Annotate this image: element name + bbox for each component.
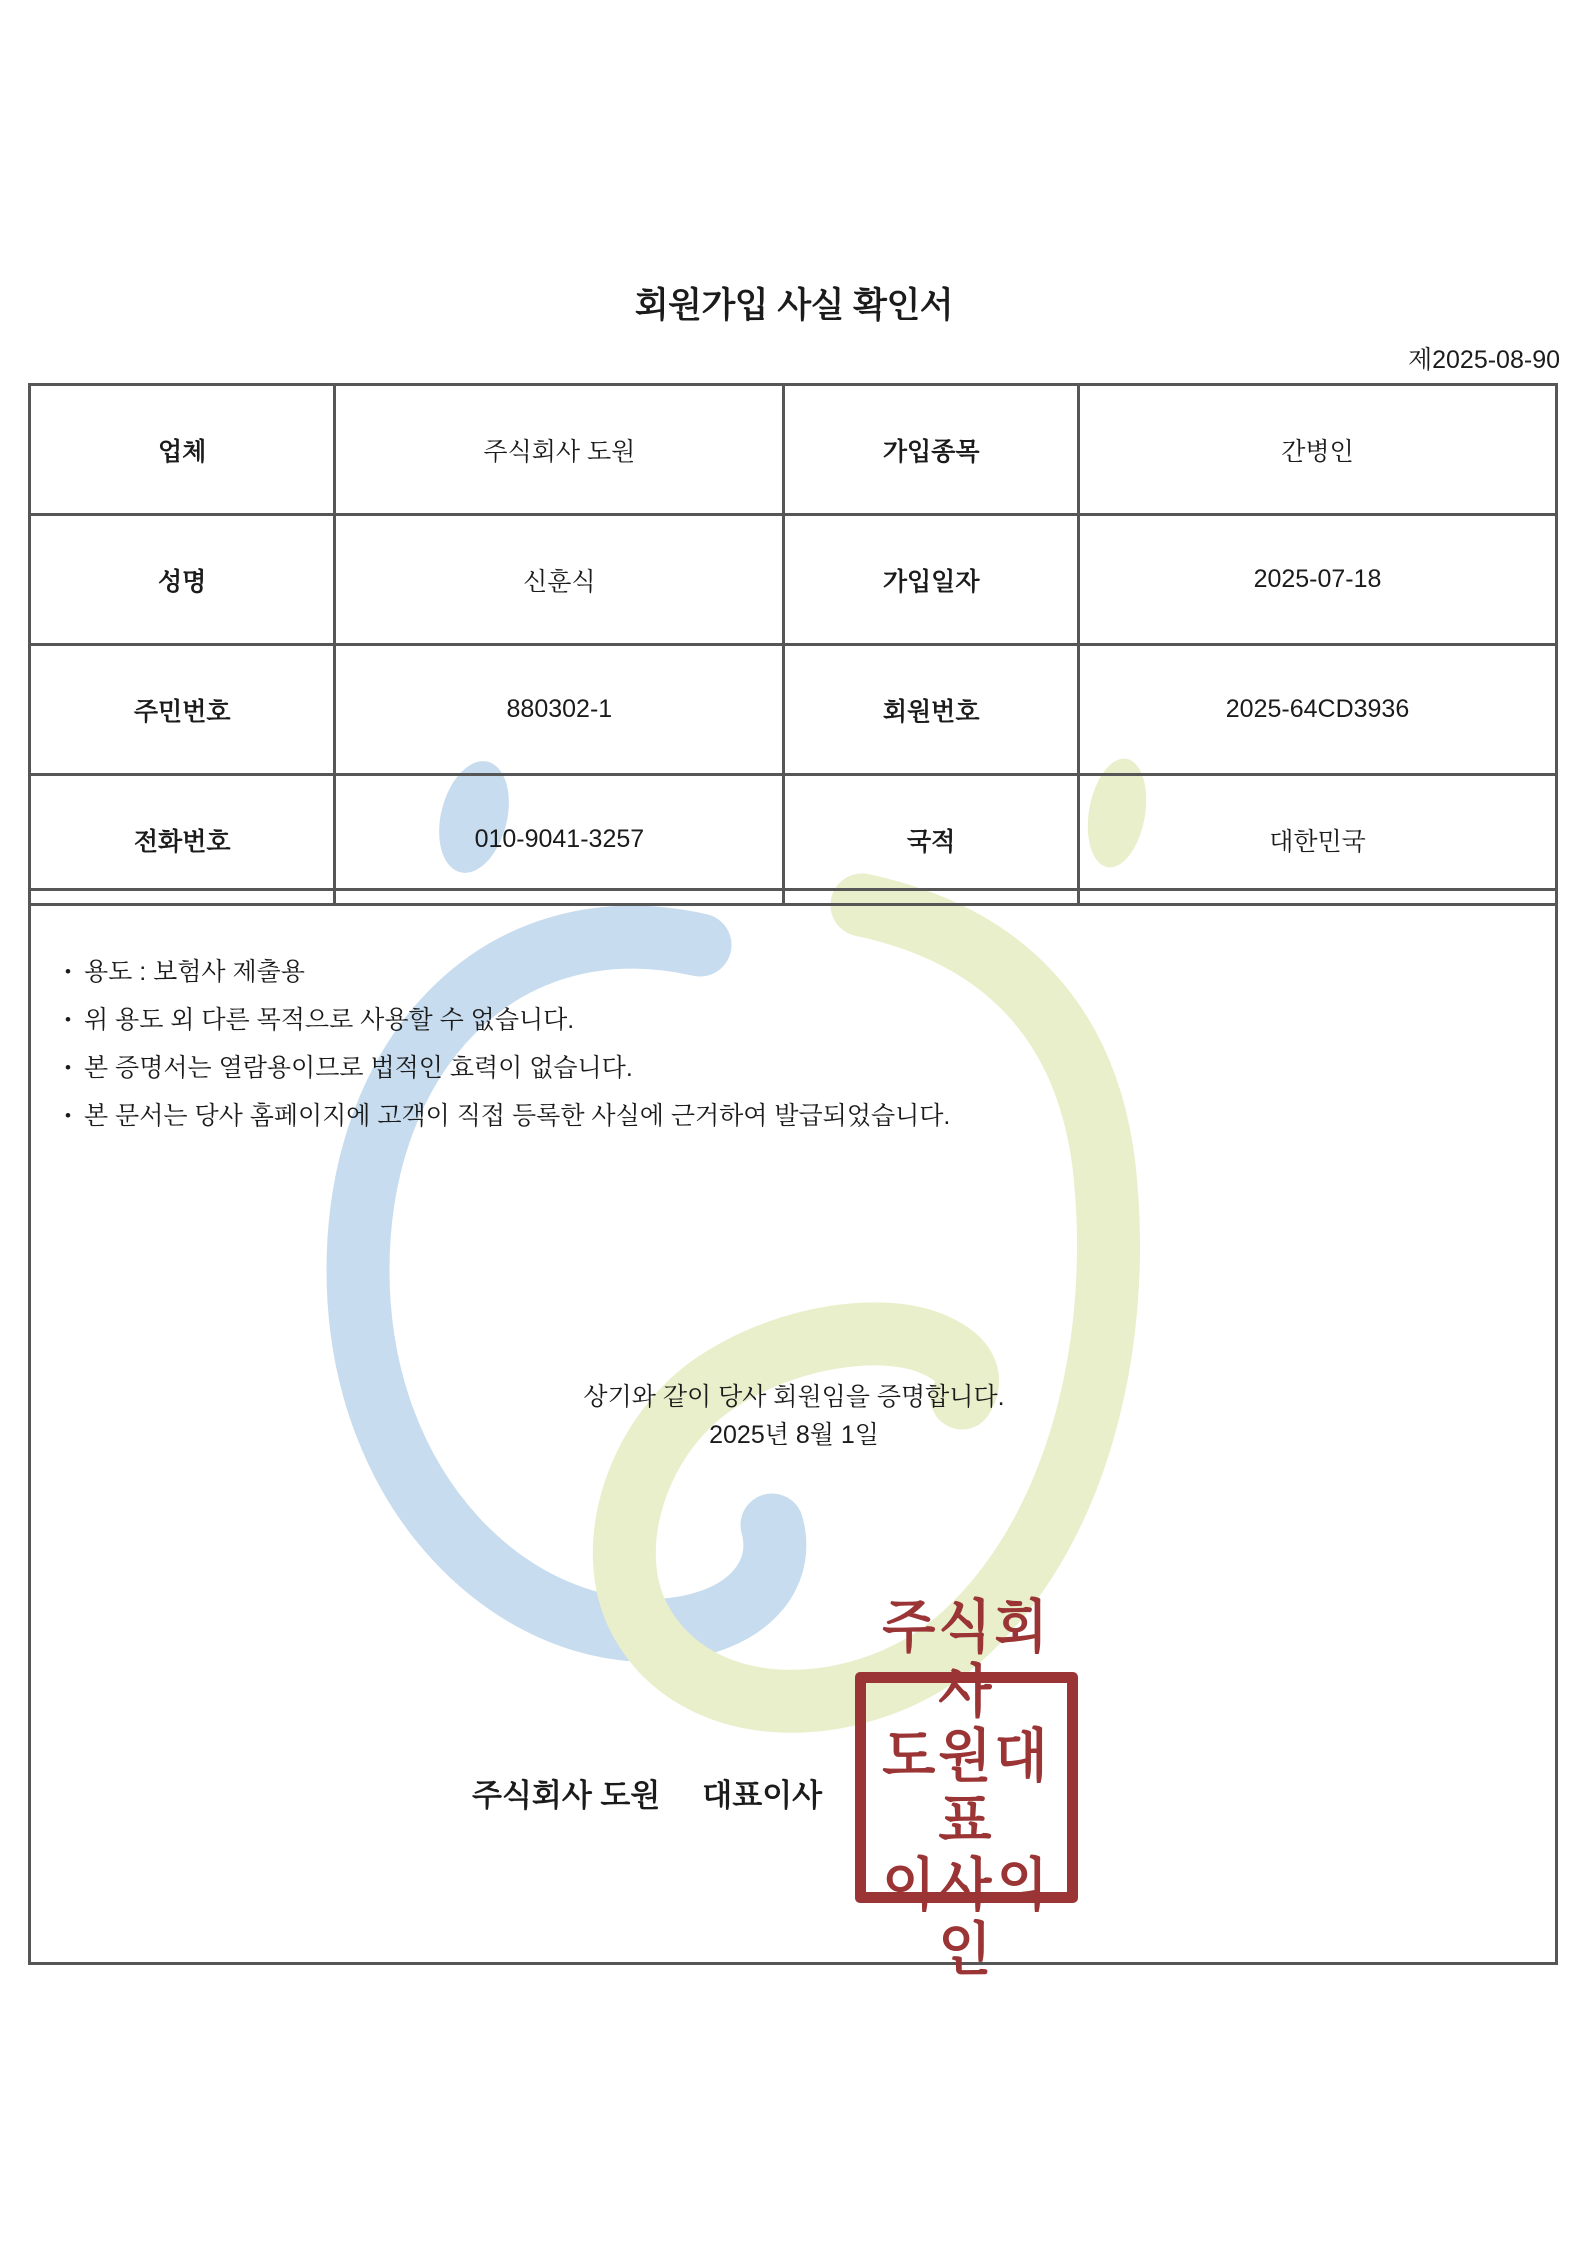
cell-joindate-value: 2025-07-18 bbox=[1079, 515, 1557, 645]
corporate-seal-stamp bbox=[855, 1594, 1078, 1981]
seal-line: 이사의인 bbox=[882, 1851, 1051, 1981]
member-info-table bbox=[28, 383, 1558, 906]
cell-company-value: 주식회사 도원 bbox=[335, 385, 784, 515]
cell-memberno-value: 2025-64CD3936 bbox=[1079, 645, 1557, 775]
note-restriction bbox=[65, 996, 1555, 1044]
table-row bbox=[30, 645, 1557, 775]
note-text: 위 용도 외 다른 목적으로 사용할 수 없습니다. bbox=[83, 1006, 575, 1034]
seal-text bbox=[866, 1594, 1067, 1981]
bullet-icon: • bbox=[65, 1106, 71, 1125]
document-number: 제2025-08-90 bbox=[1407, 346, 1560, 374]
note-text: 용도 : 보험사 제출용 bbox=[83, 958, 305, 986]
bullet-icon: • bbox=[65, 962, 71, 981]
cell-category-label: 가입종목 bbox=[784, 385, 1079, 515]
cell-residentno-value: 880302-1 bbox=[335, 645, 784, 775]
cell-category-value: 간병인 bbox=[1079, 385, 1557, 515]
note-text: 본 문서는 당사 홈페이지에 고객이 직접 등록한 사실에 근거하여 발급되었습니다. bbox=[83, 1102, 951, 1130]
cell-nationality-label: 국적 bbox=[784, 775, 1079, 905]
table-row bbox=[30, 515, 1557, 645]
table-row bbox=[30, 775, 1557, 905]
table-row bbox=[30, 385, 1557, 515]
cell-phone-label: 전화번호 bbox=[30, 775, 335, 905]
cell-residentno-label: 주민번호 bbox=[30, 645, 335, 775]
certification-statement bbox=[0, 1378, 1588, 1454]
seal-line: 도원대표 bbox=[882, 1723, 1051, 1852]
notes-list bbox=[31, 891, 1555, 1140]
signature-company: 주식회사 도원 bbox=[472, 1778, 661, 1813]
note-issued-basis bbox=[65, 1092, 1555, 1140]
signature-title: 대표이사 bbox=[702, 1778, 823, 1813]
note-text: 본 증명서는 열람용이므로 법적인 효력이 없습니다. bbox=[83, 1054, 633, 1082]
note-usage bbox=[65, 948, 1555, 996]
bullet-icon: • bbox=[65, 1058, 71, 1077]
bullet-icon: • bbox=[65, 1010, 71, 1029]
cell-company-label: 업체 bbox=[30, 385, 335, 515]
page-title: 회원가입 사실 확인서 bbox=[634, 286, 954, 325]
seal-line: 주식회사 bbox=[882, 1594, 1051, 1724]
cell-nationality-value: 대한민국 bbox=[1079, 775, 1557, 905]
cell-phone-value: 010-9041-3257 bbox=[335, 775, 784, 905]
cell-name-label: 성명 bbox=[30, 515, 335, 645]
signature-row bbox=[472, 1770, 822, 1815]
cell-name-value: 신훈식 bbox=[335, 515, 784, 645]
cell-joindate-label: 가입일자 bbox=[784, 515, 1079, 645]
statement-line: 상기와 같이 당사 회원임을 증명합니다. bbox=[583, 1383, 1005, 1411]
issue-date: 2025년 8월 1일 bbox=[709, 1421, 879, 1449]
cell-memberno-label: 회원번호 bbox=[784, 645, 1079, 775]
note-no-legal-effect bbox=[65, 1044, 1555, 1092]
